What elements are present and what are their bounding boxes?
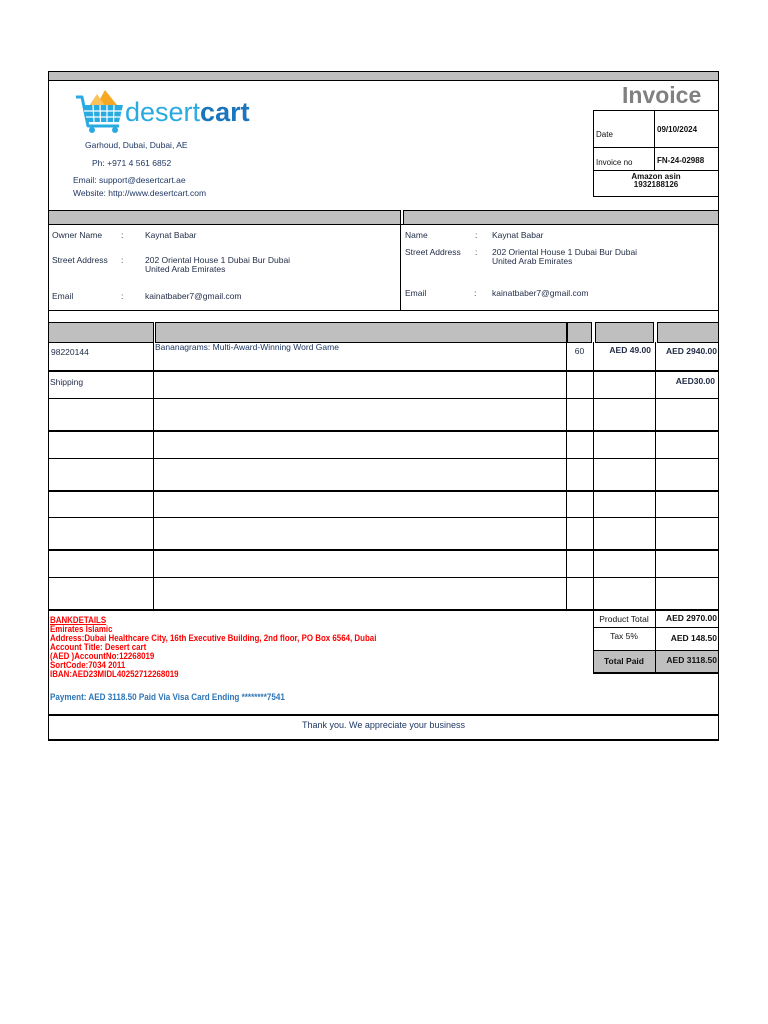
invoice-no-label: Invoice no — [596, 158, 633, 167]
table-header-cell — [595, 322, 654, 343]
table-row-divider — [48, 370, 719, 372]
company-website: Website: http://www.desertcart.com — [73, 188, 207, 198]
brand-wordmark — [125, 99, 250, 126]
owner-street-line1: 202 Oriental House 1 Dubai Bur Dubai — [145, 255, 291, 265]
table-column-divider — [566, 342, 567, 610]
ship-name-label: Name — [405, 230, 428, 240]
footer-bottom-line — [48, 739, 719, 741]
ship-name: Kaynat Babar — [492, 230, 544, 240]
ship-street-line1: 202 Oriental House 1 Dubai Bur Dubai — [492, 247, 638, 257]
item-description: Bananagrams: Multi-Award-Winning Word Game — [155, 342, 339, 352]
company-address: Garhoud, Dubai, Dubai, AE — [85, 140, 188, 150]
shipping-amount: AED30.00 — [675, 376, 715, 386]
meta-column-divider — [654, 110, 655, 170]
total-paid-value: AED 3118.50 — [666, 655, 717, 665]
company-email: Email: support@desertcart.ae — [73, 175, 186, 185]
owner-street-line2: United Arab Emirates — [145, 264, 226, 274]
owner-name: Kaynat Babar — [145, 230, 197, 240]
ship-email-label: Email — [405, 288, 427, 298]
shipping-label: Shipping — [50, 377, 84, 387]
meta-divider — [593, 170, 719, 171]
table-row-divider — [48, 458, 719, 459]
date-label: Date — [596, 130, 613, 139]
table-column-divider — [153, 342, 154, 610]
total-paid-label: Total Paid — [604, 656, 644, 666]
item-code: 98220144 — [51, 347, 89, 357]
table-header-cell — [657, 322, 719, 343]
top-bar — [48, 71, 719, 81]
separator: : — [475, 230, 478, 240]
bank-account-title: Account Title: Desert cart — [50, 642, 147, 652]
ship-email: kainatbaber7@gmail.com — [492, 288, 589, 298]
invoice-number: FN-24-02988 — [657, 156, 705, 165]
product-total-value: AED 2970.00 — [665, 613, 717, 623]
company-phone: Ph: +971 4 561 6852 — [92, 158, 172, 168]
owner-street-label: Street Address — [52, 255, 108, 265]
asin-label: Amazon asin — [631, 172, 681, 181]
item-amount: AED 2940.00 — [665, 346, 717, 356]
bank-details — [50, 616, 376, 679]
bill-to-header-bar — [48, 210, 401, 225]
owner-name-label: Owner Name — [52, 230, 103, 240]
table-bottom-line — [48, 609, 719, 611]
wordmark-desert: desert — [125, 97, 201, 127]
table-row-divider — [48, 430, 719, 432]
bank-details-heading: BANKDETAILS — [50, 615, 107, 625]
ship-to-header-bar — [403, 210, 719, 225]
tax-value: AED 148.50 — [670, 633, 717, 643]
table-header-cell — [48, 322, 154, 343]
meta-divider — [593, 147, 719, 148]
thank-you-message: Thank you. We appreciate your business — [302, 720, 465, 730]
separator: : — [475, 247, 478, 257]
separator: : — [121, 291, 124, 301]
separator: : — [474, 288, 477, 298]
table-row-divider — [48, 549, 719, 551]
table-row-divider — [48, 577, 719, 578]
product-total-label: Product Total — [599, 614, 649, 624]
bank-sort-code: SortCode:7034 2011 — [50, 660, 126, 670]
invoice-date: 09/10/2024 — [657, 125, 698, 134]
shopping-cart-logo-icon — [75, 88, 125, 134]
table-row-divider — [48, 398, 719, 399]
bank-name: Emirates Islamic — [50, 624, 113, 634]
payment-note: Payment: AED 3118.50 Paid Via Visa Card Ending ********7541 — [50, 692, 285, 702]
totals-row-divider — [593, 627, 719, 628]
ship-street-label: Street Address — [405, 247, 461, 257]
item-unit-price: AED 49.00 — [609, 345, 651, 355]
bank-account-number: (AED )AccountNo:12268019 — [50, 651, 155, 661]
owner-email-label: Email — [52, 291, 74, 301]
bank-iban: IBAN:AED23MIDL40252712268019 — [50, 669, 179, 679]
invoice-title: Invoice — [622, 82, 702, 108]
table-row-divider — [48, 517, 719, 518]
wordmark-cart: cart — [200, 97, 250, 127]
asin-value: 1932188126 — [633, 180, 679, 189]
table-header-cell — [567, 322, 592, 343]
owner-email: kainatbaber7@gmail.com — [145, 291, 242, 301]
footer-top-line — [48, 714, 719, 716]
tax-label: Tax 5% — [610, 631, 638, 641]
separator: : — [121, 230, 124, 240]
table-column-divider — [593, 342, 594, 610]
ship-street-line2: United Arab Emirates — [492, 256, 573, 266]
table-row-divider — [48, 490, 719, 492]
item-quantity: 60 — [574, 346, 585, 356]
table-header-cell — [155, 322, 567, 343]
separator: : — [121, 255, 124, 265]
bank-address: Address:Dubai Healthcare City, 16th Executive Building, 2nd floor, PO Box 6564, Dubai — [50, 633, 377, 643]
